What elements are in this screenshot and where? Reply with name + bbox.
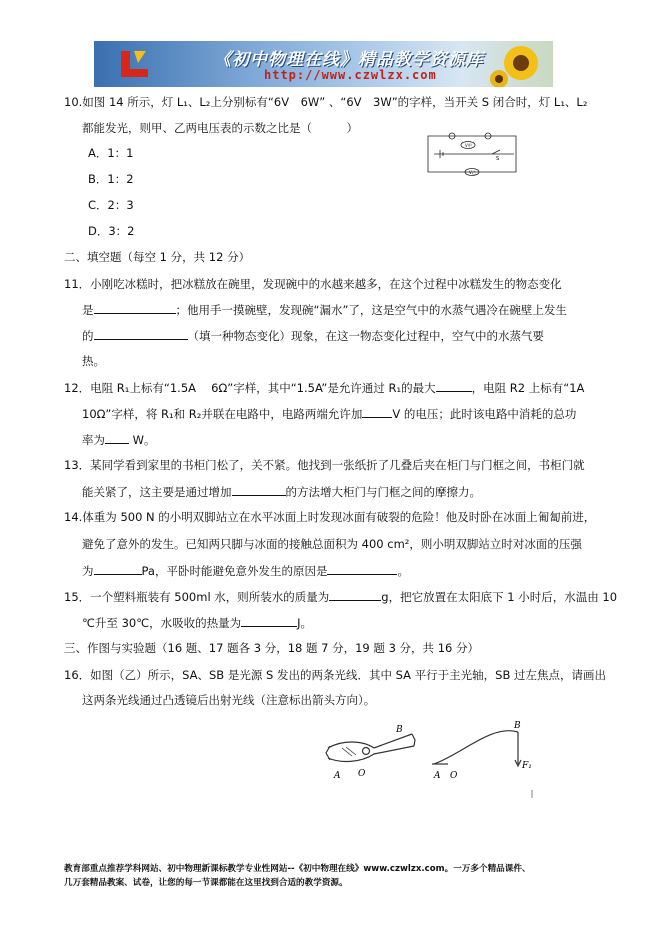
q14-line1: 14.体重为 500 N 的小明双脚站立在水平冰面上时发现冰面有破裂的危险！他及时卧在冰面上匍匐前进， <box>64 510 596 524</box>
pliers-label-o: O <box>358 769 366 779</box>
page-footer <box>64 862 624 890</box>
force-label: F₁ <box>522 761 532 771</box>
sunflower-icon <box>489 41 549 87</box>
section-2-heading: 二、填空题（每空 1 分，共 12 分） <box>64 250 251 264</box>
q10-line2: 都能发光，则甲、乙两电压表的示数之比是（ ） <box>82 121 358 135</box>
answer-blank[interactable] <box>327 562 397 575</box>
answer-blank[interactable] <box>241 614 297 627</box>
answer-blank[interactable] <box>329 588 381 601</box>
answer-blank[interactable] <box>362 405 392 418</box>
logo-icon <box>118 47 154 81</box>
banner-url[interactable]: http://www.czwlzx.com <box>264 68 437 82</box>
answer-blank[interactable] <box>94 327 188 340</box>
q10-option-a: A．1：1 <box>88 146 134 160</box>
pliers-label-b: B <box>396 725 403 735</box>
q14-line2: 避免了意外的发生。已知两只脚与冰面的接触总面积为 400 cm²，则小明双脚站立时对冰面的压强 <box>82 537 582 551</box>
header-banner <box>94 41 553 87</box>
switch-label: S <box>496 156 500 162</box>
banner-title: 《初中物理在线》精品教学资源库 <box>214 50 484 70</box>
section-3-heading: 三、作图与实验题（16 题、17 题各 3 分，18 题 7 分，19 题 3 分，共 16 分） <box>64 641 479 655</box>
q10-option-d: D．3：2 <box>88 224 135 238</box>
circuit-diagram <box>424 132 520 176</box>
lever-label-b: B <box>514 721 521 731</box>
q11-line4: 热。 <box>82 354 105 368</box>
footer-line1: 教育部重点推荐学科网站、初中物理新课标教学专业性网站--《初中物理在线》www.czwlzx.com。一万多个精品课件、 <box>64 864 531 874</box>
q13-line2: 能关紧了，这主要是通过增加 的方法增大柜门与门框之间的摩擦力。 <box>82 485 481 499</box>
voltmeter-1-label: V甲 <box>465 143 472 148</box>
q12-line2: 10Ω”字样，将 R₁和 R₂并联在电路中，电路两端允许加 V 的电压；此时该电路中消耗的总功 <box>82 407 577 421</box>
q15-line1: 15．一个塑料瓶装有 500ml 水，则所装水的质量为 g，把它放置在太阳底下 1 小时后，水温由 10 <box>64 590 618 604</box>
lever-label-a: A <box>434 771 441 781</box>
q15-line2: ℃升至 30℃，水吸收的热量为 J。 <box>82 616 313 630</box>
answer-blank[interactable] <box>105 431 129 444</box>
q13-line1: 13．某同学看到家里的书柜门松了，关不紧。他找到一张纸折了几叠后夹在柜门与门框之间，书柜门就 <box>64 458 585 472</box>
pliers-label-a: A <box>334 771 341 781</box>
voltmeter-2-label: V乙 <box>469 170 476 175</box>
q16-line1: 16．如图（乙）所示，SA、SB 是光源 S 发出的两条光线．其中 SA 平行于主光轴，SB 过左焦点，请画出 <box>64 668 607 682</box>
lever-label-o: O <box>450 771 458 781</box>
answer-blank[interactable] <box>232 483 286 496</box>
answer-blank[interactable] <box>94 562 142 575</box>
q11-line2: 是 ；他用手一摸碗壁，发现碗“漏水”了，这是空气中的水蒸气遇冷在碗壁上发生 <box>82 303 567 317</box>
q10-option-c: C．2：3 <box>88 198 134 212</box>
q10-option-b: B．1：2 <box>88 172 134 186</box>
q14-line3: 为 Pa，平卧时能避免意外发生的原因是 。 <box>82 564 409 578</box>
footer-line2: 几万套精品教案、试卷，让您的每一节课都能在这里找到合适的教学资源。 <box>64 878 348 888</box>
q10-line1: 10.如图 14 所示，灯 L₁、L₂上分别标有“6V 6W” 、“6V 3W”的字样，当开关 S 闭合时，灯 L₁、L₂ <box>64 95 588 109</box>
q12-line1: 12．电阻 R₁上标有“1.5A 6Ω”字样，其中“1.5A”是允许通过 R₁的最大 ，电阻 R2 上标有“1A <box>64 381 585 395</box>
q12-line3: 率为 W。 <box>82 433 156 447</box>
q11-line3: 的 （填一种物态变化）现象，在这一物态变化过程中，空气中的水蒸气要 <box>82 329 544 343</box>
lever-figure <box>322 718 552 800</box>
q16-line2: 这两条光线通过凸透镜后出射光线（注意标出箭头方向）。 <box>82 693 376 707</box>
q11-line1: 11．小刚吃冰糕时，把冰糕放在碗里，发现碗中的水越来越多，在这个过程中冰糕发生的物态变化 <box>64 277 562 291</box>
answer-blank[interactable] <box>94 301 176 314</box>
answer-blank[interactable] <box>436 379 472 392</box>
